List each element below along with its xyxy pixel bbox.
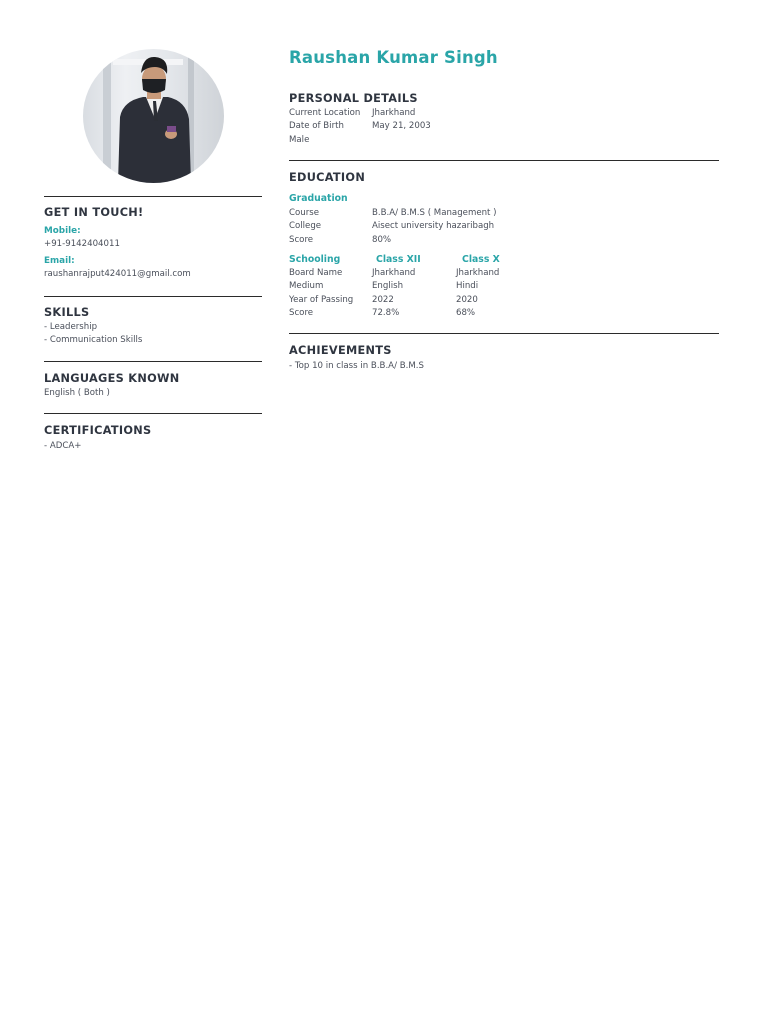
schooling-value: 2020 bbox=[456, 295, 478, 305]
divider bbox=[289, 333, 719, 334]
certifications-heading: CERTIFICATIONS bbox=[44, 424, 152, 437]
detail-label: Date of Birth bbox=[289, 121, 344, 131]
schooling-value: 68% bbox=[456, 308, 476, 318]
language-item: English ( Both ) bbox=[44, 388, 110, 398]
schooling-label: Year of Passing bbox=[289, 295, 354, 305]
candidate-name: Raushan Kumar Singh bbox=[289, 48, 498, 67]
person-photo-illustration bbox=[83, 49, 224, 183]
detail-value: May 21, 2003 bbox=[372, 121, 431, 131]
graduation-value: 80% bbox=[372, 235, 392, 245]
skill-item: - Leadership bbox=[44, 322, 98, 332]
schooling-value: English bbox=[372, 281, 404, 291]
personal-details-heading: PERSONAL DETAILS bbox=[289, 92, 418, 105]
schooling-label: Board Name bbox=[289, 268, 343, 278]
languages-heading: LANGUAGES KNOWN bbox=[44, 372, 180, 385]
skill-item: - Communication Skills bbox=[44, 335, 143, 345]
contact-heading: GET IN TOUCH! bbox=[44, 206, 144, 219]
detail-label: Current Location bbox=[289, 108, 361, 118]
schooling-value: 72.8% bbox=[372, 308, 400, 318]
detail-label: Male bbox=[289, 135, 310, 145]
divider bbox=[44, 196, 262, 197]
schooling-label: Medium bbox=[289, 281, 324, 291]
divider bbox=[289, 160, 719, 161]
schooling-value: 2022 bbox=[372, 295, 394, 305]
graduation-label: College bbox=[289, 221, 322, 231]
skills-heading: SKILLS bbox=[44, 306, 90, 319]
graduation-title: Graduation bbox=[289, 193, 348, 204]
schooling-title: Schooling bbox=[289, 254, 341, 265]
class-xii-header: Class XII bbox=[376, 254, 421, 265]
profile-photo bbox=[83, 49, 224, 183]
graduation-value: Aisect university hazaribagh bbox=[372, 221, 495, 231]
schooling-label: Score bbox=[289, 308, 314, 318]
certification-item: - ADCA+ bbox=[44, 441, 82, 451]
schooling-value: Jharkhand bbox=[372, 268, 416, 278]
schooling-value: Jharkhand bbox=[456, 268, 500, 278]
class-x-header: Class X bbox=[462, 254, 500, 265]
divider bbox=[44, 413, 262, 414]
graduation-label: Course bbox=[289, 208, 320, 218]
mobile-label: Mobile: bbox=[44, 226, 81, 236]
mobile-number: +91-9142404011 bbox=[44, 239, 120, 249]
achievements-heading: ACHIEVEMENTS bbox=[289, 344, 392, 357]
education-heading: EDUCATION bbox=[289, 171, 366, 184]
graduation-value: B.B.A/ B.M.S ( Management ) bbox=[372, 208, 497, 218]
detail-value: Jharkhand bbox=[372, 108, 416, 118]
schooling-value: Hindi bbox=[456, 281, 479, 291]
email-label: Email: bbox=[44, 256, 75, 266]
divider bbox=[44, 296, 262, 297]
achievement-item: - Top 10 in class in B.B.A/ B.M.S bbox=[289, 361, 424, 371]
graduation-label: Score bbox=[289, 235, 314, 245]
divider bbox=[44, 361, 262, 362]
email-address: raushanrajput424011@gmail.com bbox=[44, 269, 191, 279]
